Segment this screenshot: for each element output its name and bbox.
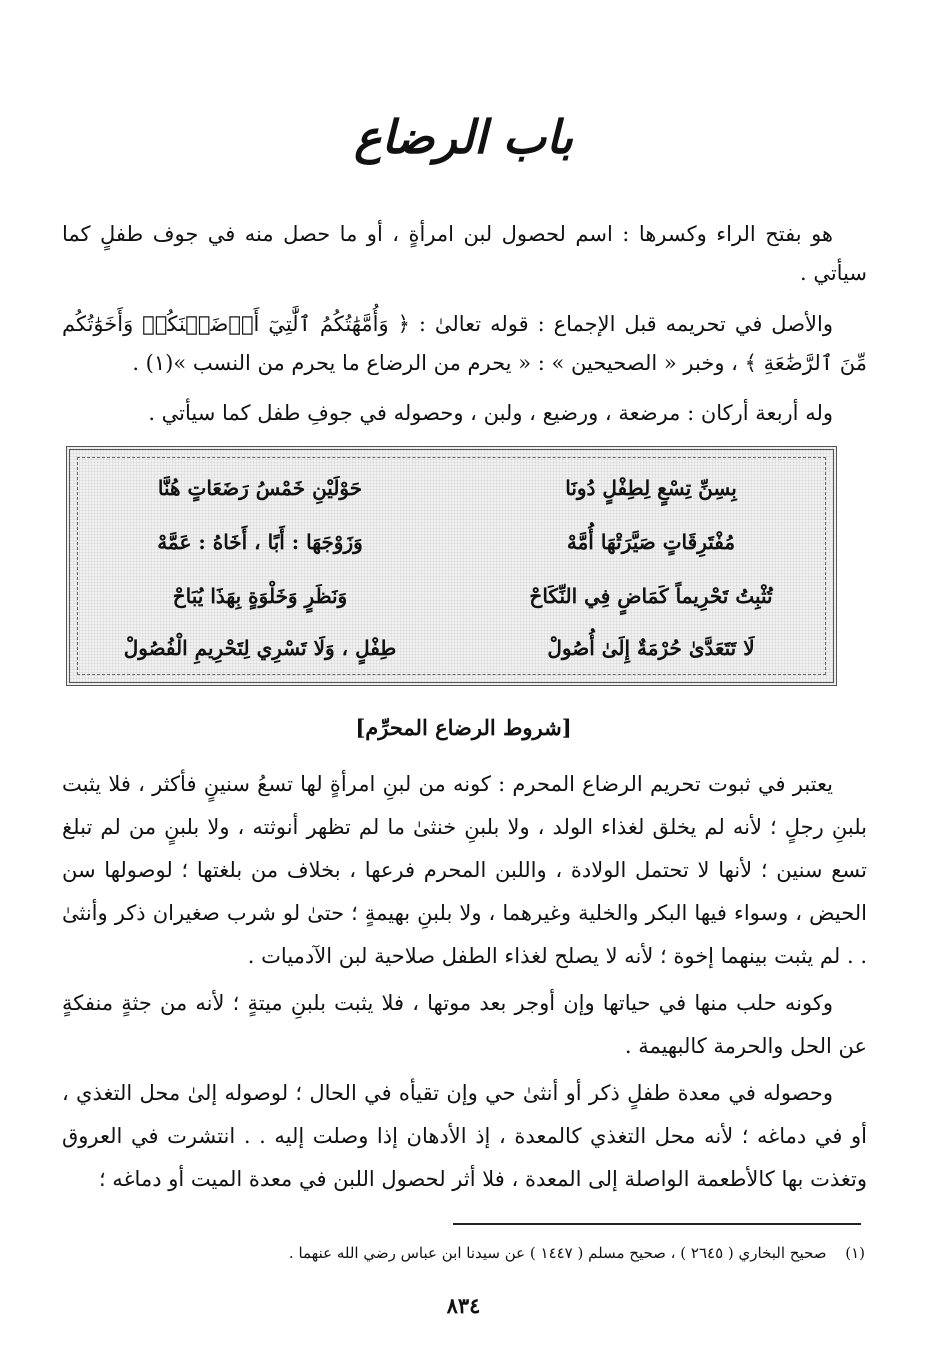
- pillars-text: وله أربعة أركان : مرضعة ، ورضيع ، ولبن ، وحصوله في جوفِ طفل كما سيأتي .: [148, 401, 833, 425]
- footnote: [200, 1244, 865, 1262]
- intro-text: هو بفتح الراء وكسرها : اسم لحصول لبن امرأةٍ ، أو ما حصل منه في جوف طفلٍ كما سيأتي .: [62, 222, 867, 285]
- pillars-paragraph: [62, 394, 867, 433]
- poem-verse: [90, 522, 821, 574]
- origin-paragraph: [62, 305, 867, 383]
- verse-first-hemistich: تُثْبِتُ تَحْرِيماً كَمَاضٍ فِي النِّكَاحْ: [529, 584, 773, 608]
- verse-first-hemistich: مُفْتَرِقَاتٍ صَيَّرَتْهَا أُمَّهْ: [566, 530, 736, 554]
- footnote-number: (١): [845, 1244, 865, 1262]
- verse-second-hemistich: وَزَوْجَهَا : أَبًا ، أَخَاهُ : عَمَّهْ: [157, 530, 363, 554]
- section-heading: [شروط الرضاع المحرِّم]: [355, 715, 572, 740]
- condition-paragraph: وحصوله في معدة طفلٍ ذكر أو أنثىٰ حي وإن تقيأه في الحال ؛ لوصوله إلىٰ محل التغذي ، أو في دماغه ؛ لأنه محل التغذي كالمعدة ، إذ الأدهان إذا وصلت إليه . . انتشرت في العروق وتغذت بها كالأطعمة الواصلة إلى المعدة ، فلا أثر لحصول اللبن في معدة الميت أو دماغه ؛: [62, 1081, 867, 1191]
- verse-first-hemistich: لَا تَتَعَدَّىٰ حُرْمَةٌ إِلَىٰ أُصُولْ: [547, 636, 755, 660]
- poem-verse: [90, 628, 821, 680]
- verse-second-hemistich: طِفْلٍ ، وَلَا تَسْرِي لِتَحْرِيمِ الْفُصُولْ: [123, 636, 397, 660]
- page-number: ٨٣٤: [446, 1293, 481, 1318]
- footnote-text: صحيح البخاري ( ٢٦٤٥ ) ، صحيح مسلم ( ١٤٤٧ ) عن سيدنا ابن عباس رضي الله عنهما .: [288, 1244, 827, 1262]
- poem-verse: [90, 576, 821, 628]
- chapter-title: باب الرضاع: [354, 110, 573, 164]
- condition-paragraph: يعتبر في ثبوت تحريم الرضاع المحرم : كونه من لبنِ امرأةٍ لها تسعُ سنينٍ فأكثر ، فلا يثبت بلبنِ رجلٍ ؛ لأنه لم يخلق لغذاء الولد ، ولا بلبنِ خنثىٰ ما لم تظهر أنوثته ، ولا بلبنٍ من لم تبلغ تسع سنين ؛ لأنها لا تحتمل الولادة ، واللبن المحرم فرعها ، بخلاف من بلغتها ؛ لوصولها سن الحيض ، وسواء فيها البكر والخلية وغيرهما ، ولا بلبنِ بهيمةٍ ؛ حتىٰ لو شرب صغيران ذكر وأنثىٰ . . لم يثبت بينهما إخوة ؛ لأنه لا يصلح لغذاء الطفل صلاحية لبن الآدميات .: [62, 772, 867, 968]
- poem-verse: [90, 468, 821, 520]
- condition-paragraph: وكونه حلب منها في حياتها وإن أوجر بعد موتها ، فلا يثبت بلبنِ ميتةٍ ؛ لأنه من جثةٍ منفكةٍ عن الحل والحرمة كالبهيمة .: [62, 991, 867, 1058]
- conditions-section: [62, 763, 867, 1201]
- verse-second-hemistich: وَنَظَرٍ وَخَلْوَةٍ بِهَذَا يُبَاحْ: [172, 584, 348, 608]
- origin-text: والأصل في تحريمه قبل الإجماع : قوله تعالىٰ : ﴿ وَأُمَّهَٰتُكُمُ ٱلَّٰتِيٓ أَرۡضَعۡنَكُمۡ وَأَخَوَٰتُكُم مِّنَ ٱلرَّضَٰعَةِ ﴾ ، وخبر « الصحيحين » : « يحرم من الرضاع ما يحرم من النسب »(١) .: [62, 312, 867, 375]
- verse-first-hemistich: بِسِنِّ تِسْعٍ لِطِفْلٍ دُونَا: [565, 476, 737, 500]
- footnote-divider: [453, 1223, 861, 1225]
- poem-box: [66, 446, 837, 686]
- intro-paragraph: [62, 215, 867, 293]
- verse-second-hemistich: حَوْلَيْنِ خَمْسُ رَضَعَاتٍ هُنَّا: [157, 476, 363, 500]
